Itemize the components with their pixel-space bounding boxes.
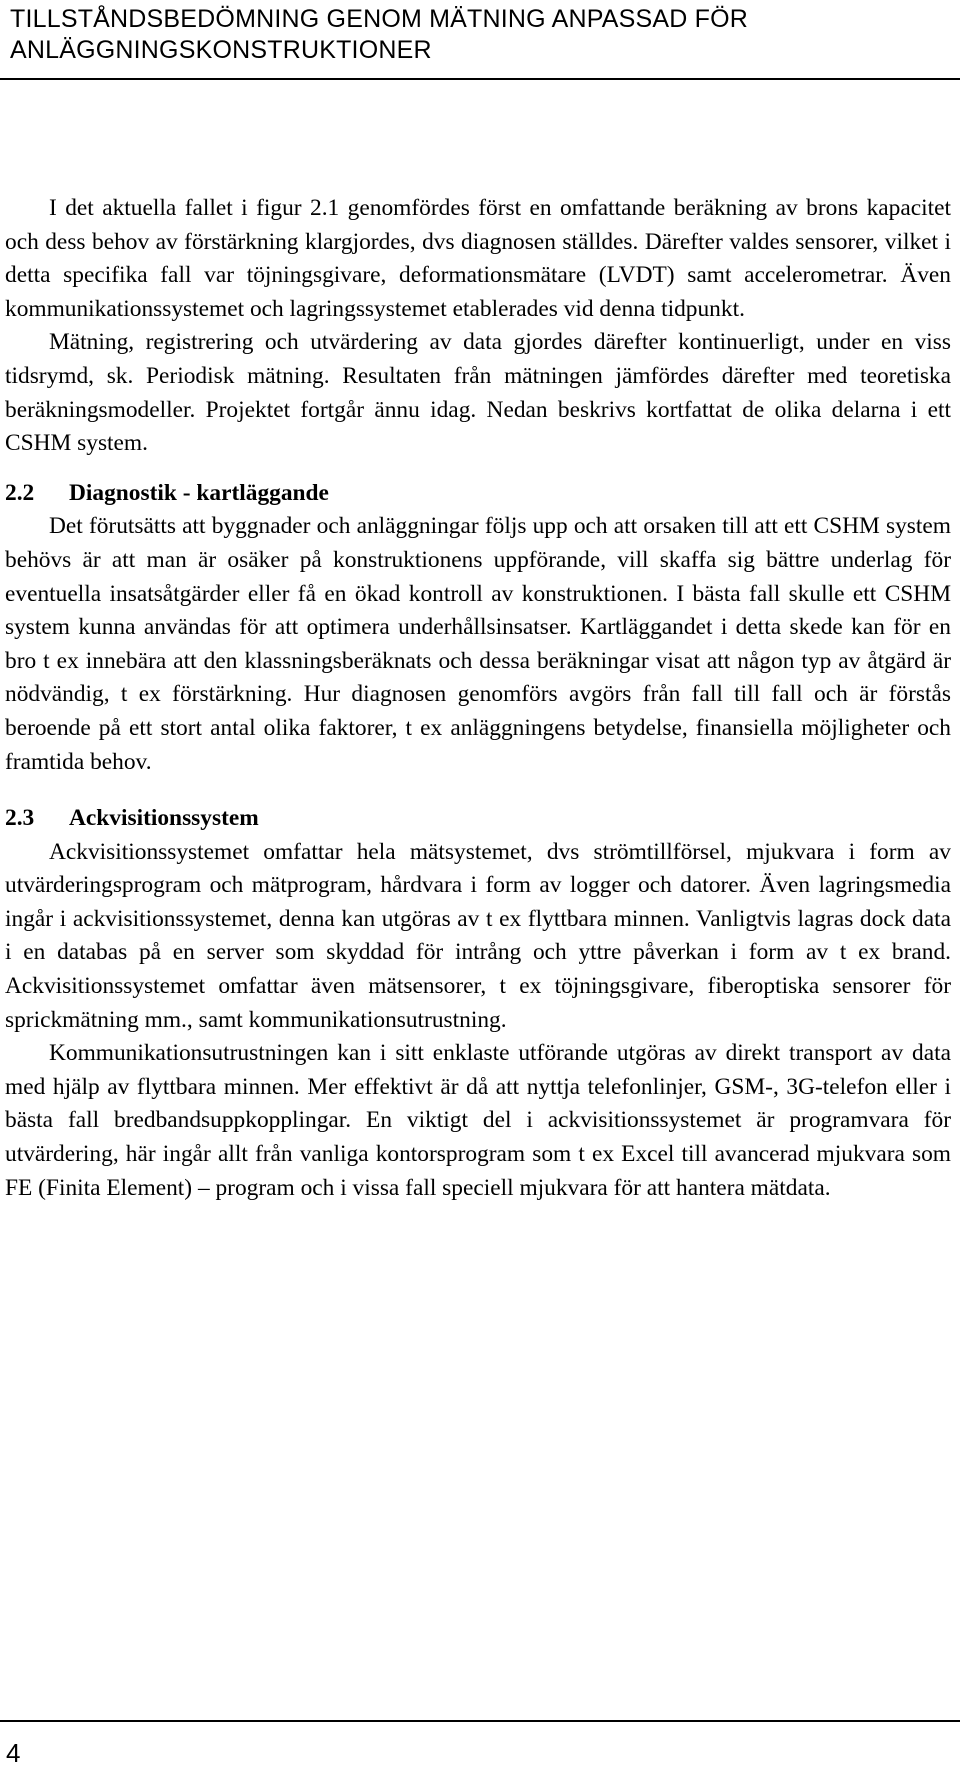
section-2-2-paragraph-1: Det förutsätts att byggnader och anläggningar följs upp och att orsaken till att ett CSHM system behövs är att man är osäker på konstruktionens uppförande, vill skaffa sig bättre underlag för eventuella insatsåtgärder eller få en ökad kontroll av konstruktionen. I bästa fall skulle ett CSHM system kunna användas för att optimera underhållsinsatser. Kartläggandet i detta skede kan för en bro t ex innebära att den klassningsberäknats och dessa beräkningar visat att någon typ av åtgärd är nödvändig, t ex förstärkning. Hur diagnosen genomförs avgörs från fall till fall och är förstås beroende på ett stort antal olika faktorer, t ex anläggningens betydelse, finansiella möjligheter och framtida behov. [5, 513, 951, 775]
section-2-3-paragraph-2: Kommunikationsutrustningen kan i sitt enklaste utförande utgöras av direkt transport av data med hjälp av flyttbara minnen. Mer effektivt är då att nyttja telefonlinjer, GSM-, 3G-telefon eller i bästa fall bredbandsuppkopplingar. En viktigt del i ackvisitionssystemet är programvara för utvärdering, här ingår allt från vanliga kontorsprogram som t ex Excel till avancerad mjukvara som FE (Finita Element) – program och i vissa fall speciell mjukvara för att hantera mätdata. [5, 1040, 951, 1201]
page-number: 4 [6, 1738, 21, 1768]
section-2-3-paragraph-1: Ackvisitionssystemet omfattar hela mätsystemet, dvs strömtillförsel, mjukvara i form av utvärderingsprogram och mätprogram, hårdvara i form av logger och datorer. Även lagringsmedia ingår i ackvisitionssystemet, denna kan utgöras av t ex flyttbara minnen. Vanligtvis lagras dock data i en databas på en server som skyddad för intrång och yttre påverkan i form av t ex brand. Ackvisitionssystemet omfattar även mätsensorer, t ex töjningsgivare, fiberoptiska sensorer för sprickmätning mm., samt kommunikationsutrustning. [5, 838, 951, 1033]
section-number: 2.3 [5, 805, 35, 832]
section-heading-2-3 [5, 802, 951, 836]
section-number: 2.2 [5, 479, 35, 506]
intro-paragraph-1: I det aktuella fallet i figur 2.1 genomfördes först en omfattande beräkning av brons kapacitet och dess behov av förstärkning klargjordes, dvs diagnosen ställdes. Därefter valdes sensorer, vilket i detta specifika fall var töjningsgivare, deformationsmätare (LVDT) samt accelerometrar. Även kommunikationssystemet och lagringssystemet etablerades vid denna tidpunkt. [5, 195, 951, 322]
running-header: TILLSTÅNDSBEDÖMNING GENOM MÄTNING ANPASSAD FÖR ANLÄGGNINGSKONSTRUKTIONER [10, 5, 748, 64]
footer-divider [0, 1720, 960, 1722]
section-title: Ackvisitionssystem [69, 805, 259, 832]
section-heading-2-2 [5, 477, 951, 511]
intro-paragraph-2: Mätning, registrering och utvärdering av data gjordes därefter kontinuerligt, under en viss tidsrymd, sk. Periodisk mätning. Resultaten från mätningen jämfördes därefter med teoretiska beräkningsmodeller. Projektet fortgår ännu idag. Nedan beskrivs kortfattat de olika delarna i ett CSHM system. [5, 329, 951, 457]
section-title: Diagnostik - kartläggande [69, 479, 329, 506]
document-body [5, 192, 951, 1205]
header-divider [0, 78, 960, 80]
